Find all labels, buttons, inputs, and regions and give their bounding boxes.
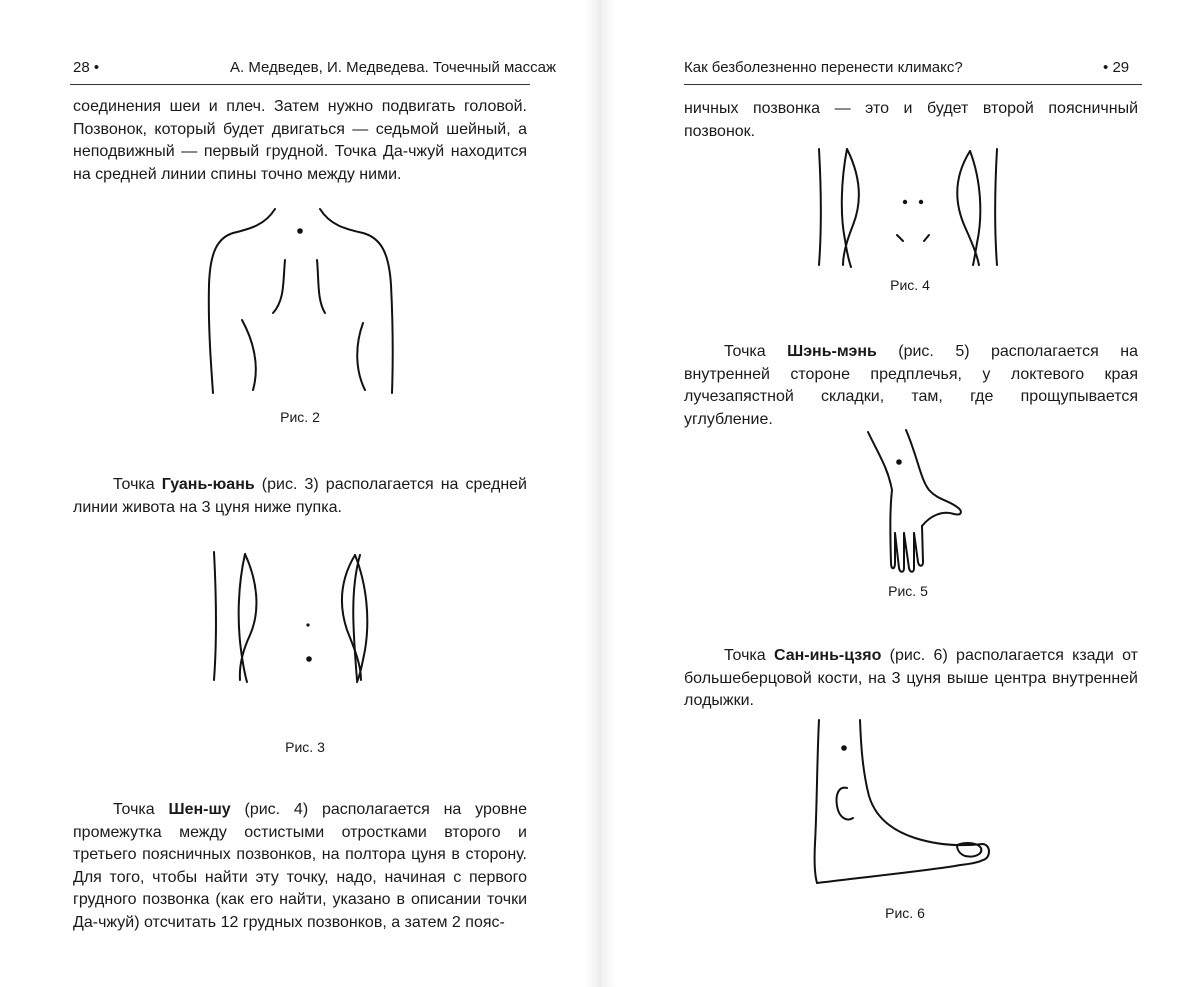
term-shen-shu: Шен-шу bbox=[168, 801, 231, 818]
right-paragraph-3: Точка Сан-инь-цзяо (рис. 6) располагается кзади от большеберцовой кости, на 3 цуня выше центра внутренней лодыжки. bbox=[684, 647, 1138, 709]
figure-5-forearm-hand-icon bbox=[862, 428, 972, 573]
right-running-title: Как безболезненно перенести климакс? bbox=[684, 59, 963, 76]
left-page-number: 28 • bbox=[73, 59, 100, 76]
caption-fig4: Рис. 4 bbox=[890, 277, 930, 293]
left-paragraph-2: Точка Гуань-юань (рис. 3) располагается на средней линии живота на 3 цуня ниже пупка. bbox=[73, 476, 527, 516]
left-running-title: А. Медведев, И. Медведева. Точечный массаж bbox=[230, 59, 557, 76]
right-paragraph-1: ничных позвонка — это и будет второй поясничный позвонок. bbox=[684, 100, 1138, 140]
caption-fig2: Рис. 2 bbox=[280, 409, 320, 425]
caption-fig5: Рис. 5 bbox=[888, 583, 928, 599]
right-header-rule bbox=[684, 84, 1142, 85]
figure-3-abdomen-icon bbox=[205, 550, 385, 685]
term-san-yin-jiao: Сан-инь-цзяо bbox=[773, 647, 882, 664]
term-guan-yuan: Гуань-юань bbox=[161, 476, 255, 493]
figure-4-lower-back-icon bbox=[805, 145, 1010, 270]
left-header-rule bbox=[70, 84, 530, 85]
caption-fig3: Рис. 3 bbox=[285, 739, 325, 755]
right-paragraph-2: Точка Шэнь-мэнь (рис. 5) располагается на внутренней стороне предплечья, у локтевого края лучезапястной складки, там, где прощупывается углубление. bbox=[684, 343, 1138, 428]
figure-6-ankle-foot-icon bbox=[805, 718, 1000, 888]
right-page bbox=[600, 0, 1200, 987]
left-paragraph-1: соединения шеи и плеч. Затем нужно подвигать головой. Позвонок, который будет двигаться — седьмой шейный, а неподвижный — первый грудной. Точка Да-чжуй находится на средней линии спины точно между ними. bbox=[73, 98, 527, 183]
figure-2-upper-back-icon bbox=[205, 205, 405, 395]
left-paragraph-3: Точка Шен-шу (рис. 4) располагается на уровне промежутка между остистыми отростками второго и третьего поясничных позвонков, на полтора цуня в сторону. Для того, чтобы найти эту точку, надо, начиная с первого грудного позвонка (как его найти, указано в описании точки Да-чжуй) отсчитать 12 грудных позвонков, а затем 2 пояс- bbox=[73, 801, 528, 931]
right-page-number: • 29 bbox=[1103, 59, 1130, 76]
caption-fig6: Рис. 6 bbox=[885, 905, 925, 921]
term-shen-men: Шэнь-мэнь bbox=[787, 343, 877, 360]
